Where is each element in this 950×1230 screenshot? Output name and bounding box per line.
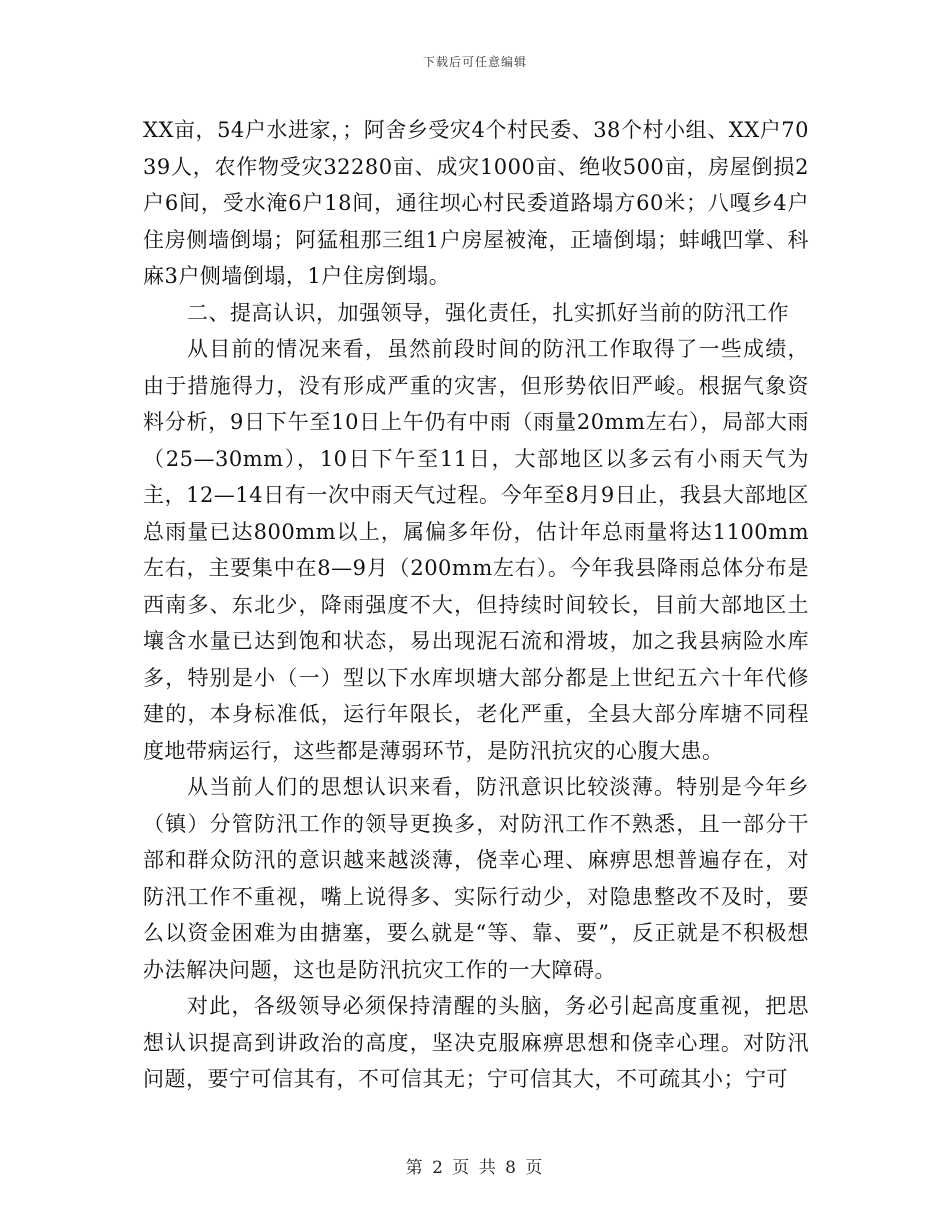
paragraph-5: 对此，各级领导必须保持清醒的头脑，务必引起高度重视，把思想认识提高到讲政治的高度，坚决克服麻痹思想和侥幸心理。对防汛问题，要宁可信其有，不可信其无；宁可信其大，不可疏其小；宁可 xyxy=(143,994,809,1091)
section-heading: 二、提高认识，加强领导，强化责任，扎实抓好当前的防汛工作 xyxy=(187,300,789,325)
page-footer: 第 2 页 共 8 页 xyxy=(405,1158,545,1178)
paragraph-3: 从目前的情况来看，虽然前段时间的防汛工作取得了一些成绩，由于措施得力，没有形成严重的灾害，但形势依旧严峻。根据气象资料分析，9日下午至10日上午仍有中雨（雨量20mm左右），局部大雨（25—30mm），10日下午至11日，大部地区以多云有小雨天气为主，12—14日有一次中雨天气过程。今年至8月9日止，我县大部地区总雨量已达800mm以上，属偏多年份，估计年总雨量将达1100mm左右，主要集中在8—9月（200mm左右）。今年我县降雨总体分布是西南多、东北少，降雨强度不大，但持续时间较长，目前大部地区土壤含水量已达到饱和状态，易出现泥石流和滑坡，加之我县病险水库多，特别是小（一）型以下水库坝塘大部分都是上世纪五六十年代修建的，本身标准低，运行年限长，老化严重，全县大部分库塘不同程度地带病运行，这些都是薄弱环节，是防汛抗灾的心腹大患。 xyxy=(143,337,809,763)
paragraph-4: 从当前人们的思想认识来看，防汛意识比较淡薄。特别是今年乡（镇）分管防汛工作的领导更换多，对防汛工作不熟悉，且一部分干部和群众防汛的意识越来越淡薄，侥幸心理、麻痹思想普遍存在，对防汛工作不重视，嘴上说得多、实际行动少，对隐患整改不及时，要么以资金困难为由搪塞，要么就是“等、靠、要”，反正就是不积极想办法解决问题，这也是防汛抗灾工作的一大障碍。 xyxy=(143,775,809,982)
paragraph-1: XX亩，54户水进家，；阿舍乡受灾4个村民委、38个村小组、XX户7039人，农作物受灾32280亩、成灾1000亩、绝收500亩，房屋倒损2户6间，受水淹6户18间，通往坝心村民委道路塌方60米；八嘎乡4户住房侧墙倒塌；阿猛租那三组1户房屋被淹，正墙倒塌；蚌峨凹掌、科麻3户侧墙倒塌，1户住房倒塌。 xyxy=(143,118,809,288)
page-header: 下载后可任意编辑 xyxy=(422,55,527,69)
document-body xyxy=(143,112,809,1098)
